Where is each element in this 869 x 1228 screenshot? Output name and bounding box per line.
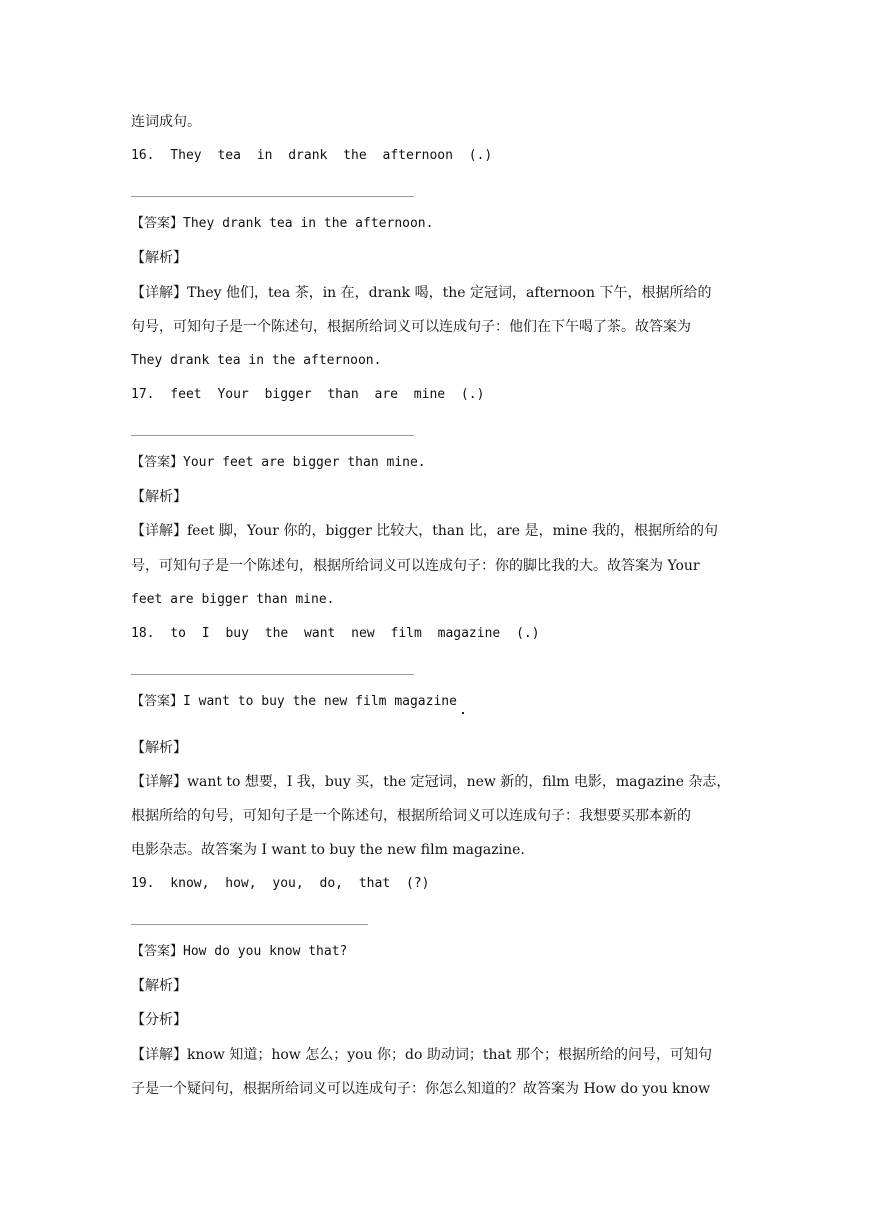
analysis-sub-label-19: 【分析】 [131,1012,187,1028]
analysis-label-16: 【解析】 [131,250,187,266]
answer-19: 【答案】How do you know that? [131,944,348,959]
detail-16-line-2: 句号，可知句子是一个陈述句，根据所给词义可以连成句子：他们在下午喝了茶。故答案为 [131,319,691,335]
analysis-label-18: 【解析】 [131,740,187,756]
detail-17-line-3: feet are bigger than mine. [131,592,335,607]
answer-16: 【答案】They drank tea in the afternoon. [131,216,434,231]
detail-18-line-1: 【详解】want to 想要，I 我，buy 买，the 定冠词，new 新的，film 电影，magazine 杂志， [131,774,731,790]
detail-18-line-2: 根据所给的句号，可知句子是一个陈述句，根据所给词义可以连成句子：我想要买那本新的 [131,808,691,824]
detail-17-line-2: 号，可知句子是一个陈述句，根据所给词义可以连成句子：你的脚比我的大。故答案为 Your [131,558,700,574]
detail-19-line-2: 子是一个疑问句，根据所给词义可以连成句子：你怎么知道的？故答案为 How do you know [131,1081,711,1097]
stray-period-mark [462,712,464,714]
answer-blank-18[interactable] [131,674,414,675]
detail-16-line-1: 【详解】They 他们，tea 茶，in 在，drank 喝，the 定冠词，afternoon 下午，根据所给的 [131,285,712,301]
answer-blank-16[interactable] [131,196,414,197]
detail-16-line-3: They drank tea in the afternoon. [131,353,382,368]
answer-17: 【答案】Your feet are bigger than mine. [131,455,426,470]
question-19: 19. know, how, you, do, that (?) [131,876,430,891]
question-17: 17. feet Your bigger than are mine (.) [131,387,485,402]
detail-18-line-3: 电影杂志。故答案为 I want to buy the new film magazine. [131,842,525,858]
answer-blank-19[interactable] [131,924,368,925]
answer-18: 【答案】I want to buy the new film magazine [131,694,457,709]
answer-blank-17[interactable] [131,435,414,436]
analysis-label-17: 【解析】 [131,489,187,505]
analysis-label-19: 【解析】 [131,978,187,994]
detail-17-line-1: 【详解】feet 脚，Your 你的，bigger 比较大，than 比，are 是，mine 我的，根据所给的句 [131,523,718,539]
question-18: 18. to I buy the want new film magazine (.) [131,626,540,641]
question-16: 16. They tea in drank the afternoon (.) [131,148,493,163]
section-instruction: 连词成句。 [131,114,201,130]
detail-19-line-1: 【详解】know 知道；how 怎么；you 你；do 助动词；that 那个；根据所给的问号，可知句 [131,1047,712,1063]
